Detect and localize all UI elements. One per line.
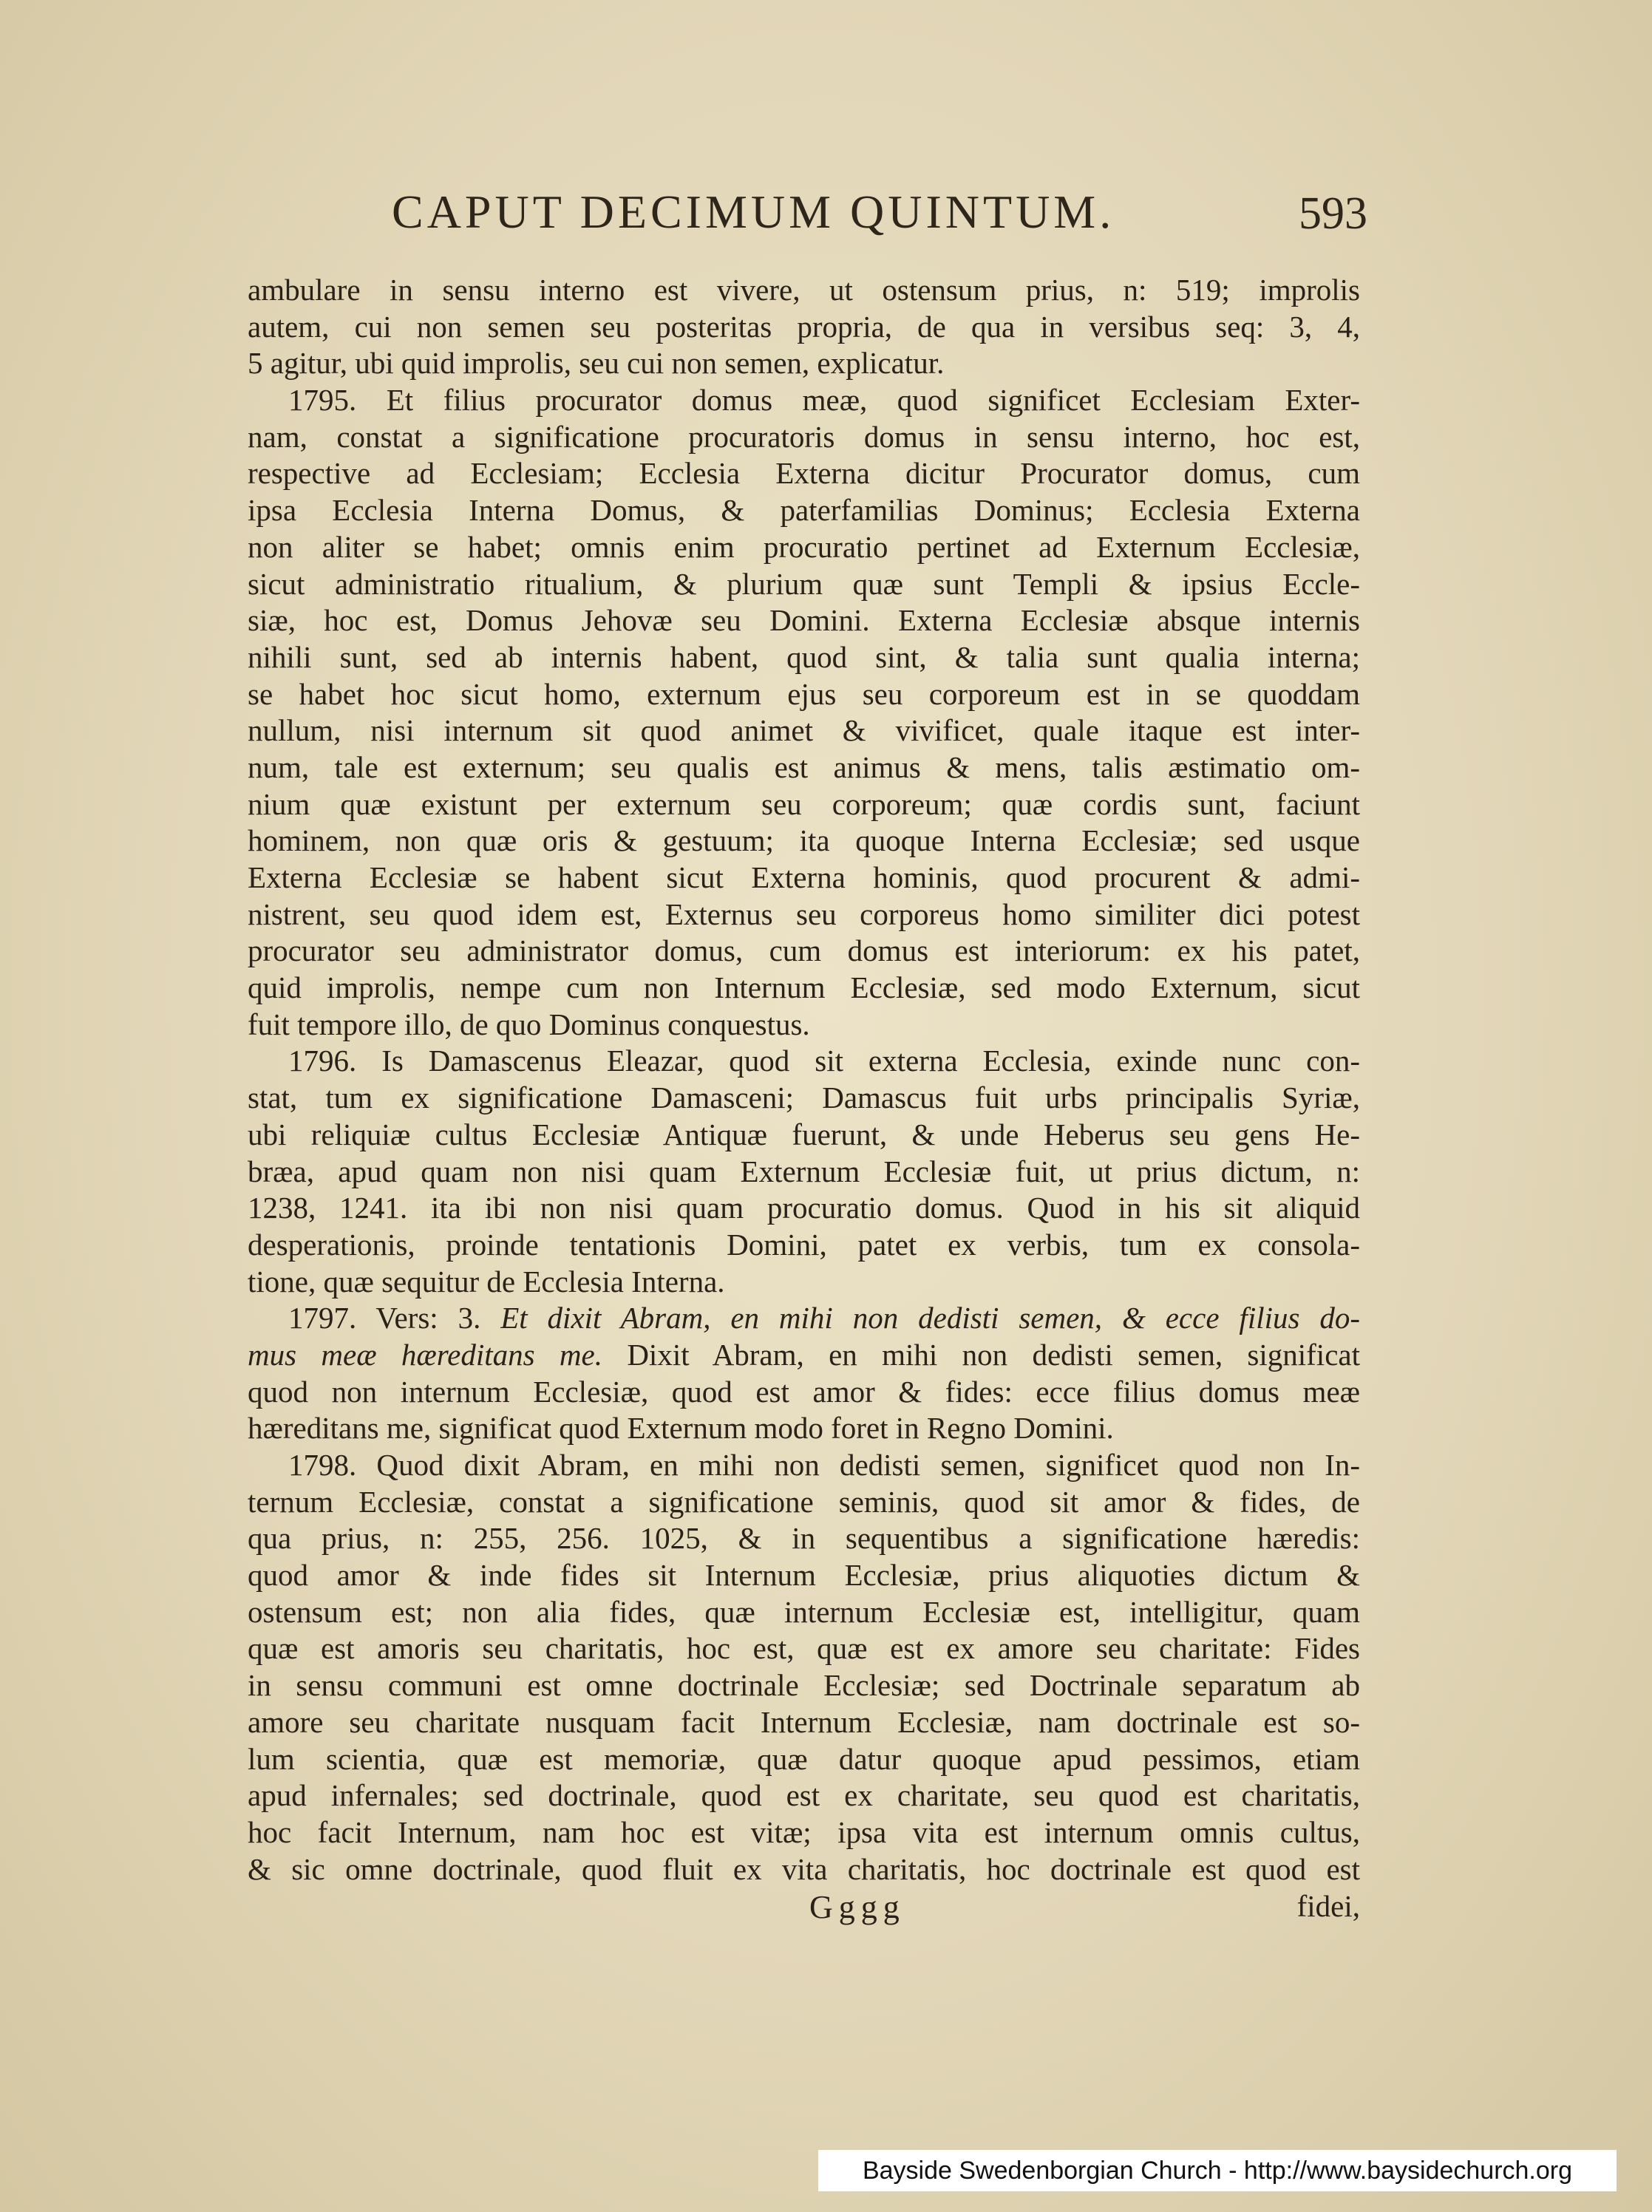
text-line: desperationis, proinde tentationis Domini, patet ex verbis, tum ex consola- bbox=[248, 1227, 1360, 1262]
text-line: quid improlis, nempe cum non Internum Ecclesiæ, sed modo Externum, sicut bbox=[248, 970, 1360, 1005]
text-line: quod amor & inde fides sit Internum Ecclesiæ, prius aliquoties dictum & bbox=[248, 1558, 1360, 1593]
running-title: CAPUT DECIMUM QUINTUM. bbox=[392, 186, 1115, 238]
text-line: amore seu charitate nusquam facit Internum Ecclesiæ, nam doctrinale est so- bbox=[248, 1704, 1360, 1739]
page-footer bbox=[248, 1888, 1360, 1933]
text-line: autem, cui non semen seu posteritas propria, de qua in versibus seq: 3, 4, bbox=[248, 309, 1360, 344]
text-line: mus meæ hæreditans me. Dixit Abram, en mihi non dedisti semen, significat bbox=[248, 1337, 1360, 1372]
catchword: fidei, bbox=[1296, 1889, 1360, 1923]
text-line: quæ est amoris seu charitatis, hoc est, quæ est ex amore seu charitate: Fides bbox=[248, 1631, 1360, 1666]
text-line: in sensu communi est omne doctrinale Ecclesiæ; sed Doctrinale separatum ab bbox=[248, 1668, 1360, 1703]
text-line: stat, tum ex significatione Damasceni; Damascus fuit urbs principalis Syriæ, bbox=[248, 1081, 1360, 1115]
paragraph-1797-start: 1797. Vers: 3. Et dixit Abram, en mihi non dedisti semen, & ecce filius do- bbox=[288, 1301, 1360, 1335]
text-line: non aliter se habet; omnis enim procuratio pertinet ad Externum Ecclesiæ, bbox=[248, 529, 1360, 564]
text-line: ostensum est; non alia fides, quæ internum Ecclesiæ est, intelligitur, quam bbox=[248, 1594, 1360, 1629]
paragraph-1796-start: 1796. Is Damascenus Eleazar, quod sit externa Ecclesia, exinde nunc con- bbox=[288, 1044, 1360, 1078]
text-line: hæreditans me, significat quod Externum modo foret in Regno Domini. bbox=[248, 1411, 1114, 1446]
text-line: apud infernales; sed doctrinale, quod est ex charitate, seu quod est charitatis, bbox=[248, 1778, 1360, 1813]
text-line: ubi reliquiæ cultus Ecclesiæ Antiquæ fuerunt, & unde Heberus seu gens He- bbox=[248, 1117, 1360, 1151]
paragraph-1798-start: 1798. Quod dixit Abram, en mihi non dedisti semen, significet quod non In- bbox=[288, 1448, 1360, 1482]
text-line: Externa Ecclesiæ se habent sicut Externa hominis, quod procurent & admi- bbox=[248, 860, 1360, 894]
text-line: nium quæ existunt per externum seu corporeum; quæ cordis sunt, faciunt bbox=[248, 786, 1360, 821]
text-line: fuit tempore illo, de quo Dominus conquestus. bbox=[248, 1007, 810, 1041]
text-line: siæ, hoc est, Domus Jehovæ seu Domini. Externa Ecclesiæ absque internis bbox=[248, 603, 1360, 638]
signature-mark: Gggg bbox=[809, 1889, 905, 1925]
text-line: respective ad Ecclesiam; Ecclesia Externa dicitur Procurator domus, cum bbox=[248, 456, 1360, 491]
paragraph-1795-start: 1795. Et filius procurator domus meæ, quod significet Ecclesiam Exter- bbox=[288, 383, 1360, 418]
text-line: ternum Ecclesiæ, constat a significatione seminis, quod sit amor & fides, de bbox=[248, 1484, 1360, 1519]
text-line: qua prius, n: 255, 256. 1025, & in sequentibus a significatione hæredis: bbox=[248, 1521, 1360, 1556]
body-text bbox=[248, 272, 1360, 1888]
text-line: & sic omne doctrinale, quod fluit ex vita charitatis, hoc doctrinale est quod est bbox=[248, 1851, 1360, 1886]
text-line: nistrent, seu quod idem est, Externus seu corporeus homo similiter dici potest bbox=[248, 896, 1360, 931]
page-header bbox=[251, 185, 1367, 273]
text-line: nihili sunt, sed ab internis habent, quod sint, & talia sunt qualia interna; bbox=[248, 639, 1360, 674]
text-line: sicut administratio ritualium, & plurium quæ sunt Templi & ipsius Eccle- bbox=[248, 566, 1360, 601]
text-line: lum scientia, quæ est memoriæ, quæ datur quoque apud pessimos, etiam bbox=[248, 1741, 1360, 1776]
text-line: nullum, nisi internum sit quod animet & vivificet, quale itaque est inter- bbox=[248, 713, 1360, 748]
watermark-banner: Bayside Swedenborgian Church - http://www.baysidechurch.org bbox=[818, 2150, 1617, 2191]
text-line: se habet hoc sicut homo, externum ejus seu corporeum est in se quoddam bbox=[248, 676, 1360, 711]
text-line: bræa, apud quam non nisi quam Externum Ecclesiæ fuit, ut prius dictum, n: bbox=[248, 1154, 1360, 1188]
text-line: num, tale est externum; seu qualis est animus & mens, talis æstimatio om- bbox=[248, 749, 1360, 784]
text-line: ambulare in sensu interno est vivere, ut ostensum prius, n: 519; improlis bbox=[248, 273, 1360, 307]
text-line: quod non internum Ecclesiæ, quod est amor & fides: ecce filius domus meæ bbox=[248, 1374, 1360, 1409]
text-line: 5 agitur, ubi quid improlis, seu cui non semen, explicatur. bbox=[248, 346, 945, 381]
page-number: 593 bbox=[1299, 188, 1367, 239]
text-line: procurator seu administrator domus, cum domus est interiorum: ex his patet, bbox=[248, 933, 1360, 968]
text-line: 1238, 1241. ita ibi non nisi quam procuratio domus. Quod in his sit aliquid bbox=[248, 1191, 1360, 1225]
text-line: tione, quæ sequitur de Ecclesia Interna. bbox=[248, 1264, 725, 1299]
text-line: hominem, non quæ oris & gestuum; ita quoque Interna Ecclesiæ; sed usque bbox=[248, 823, 1360, 858]
text-line: ipsa Ecclesia Interna Domus, & paterfamilias Dominus; Ecclesia Externa bbox=[248, 493, 1360, 528]
text-line: nam, constat a significatione procuratoris domus in sensu interno, hoc est, bbox=[248, 419, 1360, 454]
text-line: hoc facit Internum, nam hoc est vitæ; ipsa vita est internum omnis cultus, bbox=[248, 1814, 1360, 1849]
